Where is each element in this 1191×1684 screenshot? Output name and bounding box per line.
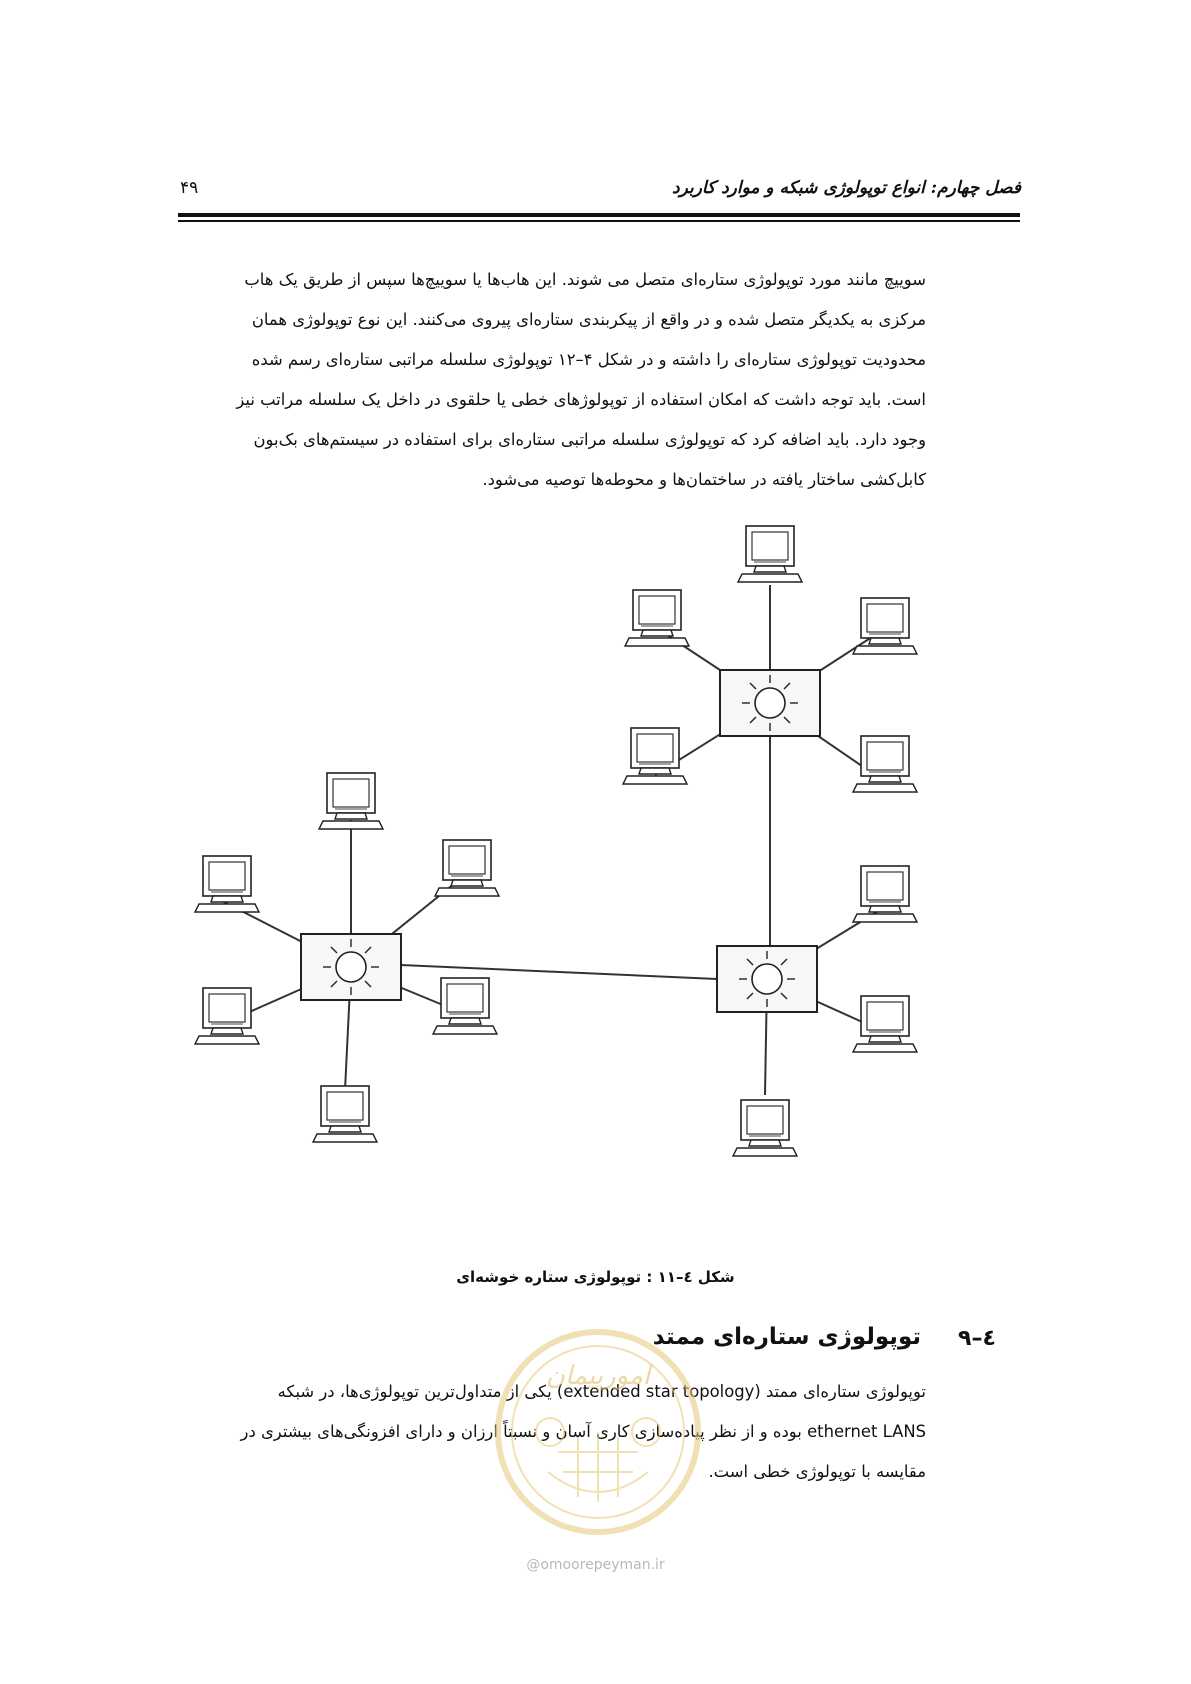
figure-caption: شکل ٤–١١ : توپولوژی ستاره خوشه‌ای [456,1268,735,1286]
workstation [433,978,497,1034]
workstation [738,526,802,582]
workstation [435,840,499,896]
workstation [625,590,689,646]
workstation [195,856,259,912]
workstation [319,773,383,829]
paragraph-line: محدودیت توپولوژی ستاره‌ای را داشته و در شکل ۴–۱۲ توپولوژی سلسله مراتبی ستاره‌ای رسم شده [251,350,926,369]
header-rule-thick [178,213,1020,217]
workstation [195,988,259,1044]
hub-left [301,934,401,1000]
section-title: توپولوژی ستاره‌ای ممتد [652,1324,921,1350]
workstation [853,598,917,654]
hub-right [717,946,817,1012]
paragraph-line: توپولوژی ستاره‌ای ممتد (extended star topology) یکی از متداول‌ترین توپولوژی‌ها، در شبکه [277,1382,926,1401]
paragraph-line: است. باید توجه داشت که امکان استفاده از توپولوژهای خطی یا حلقوی در داخل یک سلسله مراتب نیز [236,390,926,409]
workstation [853,996,917,1052]
paragraph-line: وجود دارد. باید اضافه کرد که توپولوژی سلسله مراتبی ستاره‌ای برای استفاده در سیستم‌های بک‌بون [253,430,926,449]
clustered-star-topology-diagram [185,520,1015,1270]
paragraph-1 [178,260,926,500]
page-number: ۴۹ [180,178,199,198]
svg-text:امورپیمان: امورپیمان [545,1361,651,1391]
paragraph-line: کابل‌کشی ساختار یافته در ساختمان‌ها و محوطه‌ها توصیه می‌شود. [482,470,926,489]
watermark-stamp-logo [488,1322,708,1542]
watermark-url: @omoorepeyman.ir [526,1557,665,1573]
paragraph-line: سوییچ مانند مورد توپولوژی ستاره‌ای متصل می شوند. این هاب‌ها یا سوییچ‌ها سپس از طریق یک هاب [244,270,926,289]
header-rule-thin [178,220,1020,222]
hub-top [720,670,820,736]
paragraph-line: ethernet LANS بوده و از نظر پیاده‌سازی کاری آسان و نسبتاً ارزان و دارای افزونگی‌های بیشتری در [240,1422,926,1441]
header-title: فصل چهارم: انواع توپولوژی شبکه و موارد کاربرد [672,178,1021,198]
workstation [623,728,687,784]
workstation [313,1086,377,1142]
paragraph-line: مقایسه با توپولوژی خطی است. [708,1462,926,1481]
paragraph-line: مرکزی به یکدیگر متصل شده و در واقع از پیکربندی ستاره‌ای پیروی می‌کنند. این نوع توپولوژی همان [251,310,926,329]
workstation [853,736,917,792]
workstation [733,1100,797,1156]
section-number: ٤–٩ [958,1326,996,1351]
workstation [853,866,917,922]
